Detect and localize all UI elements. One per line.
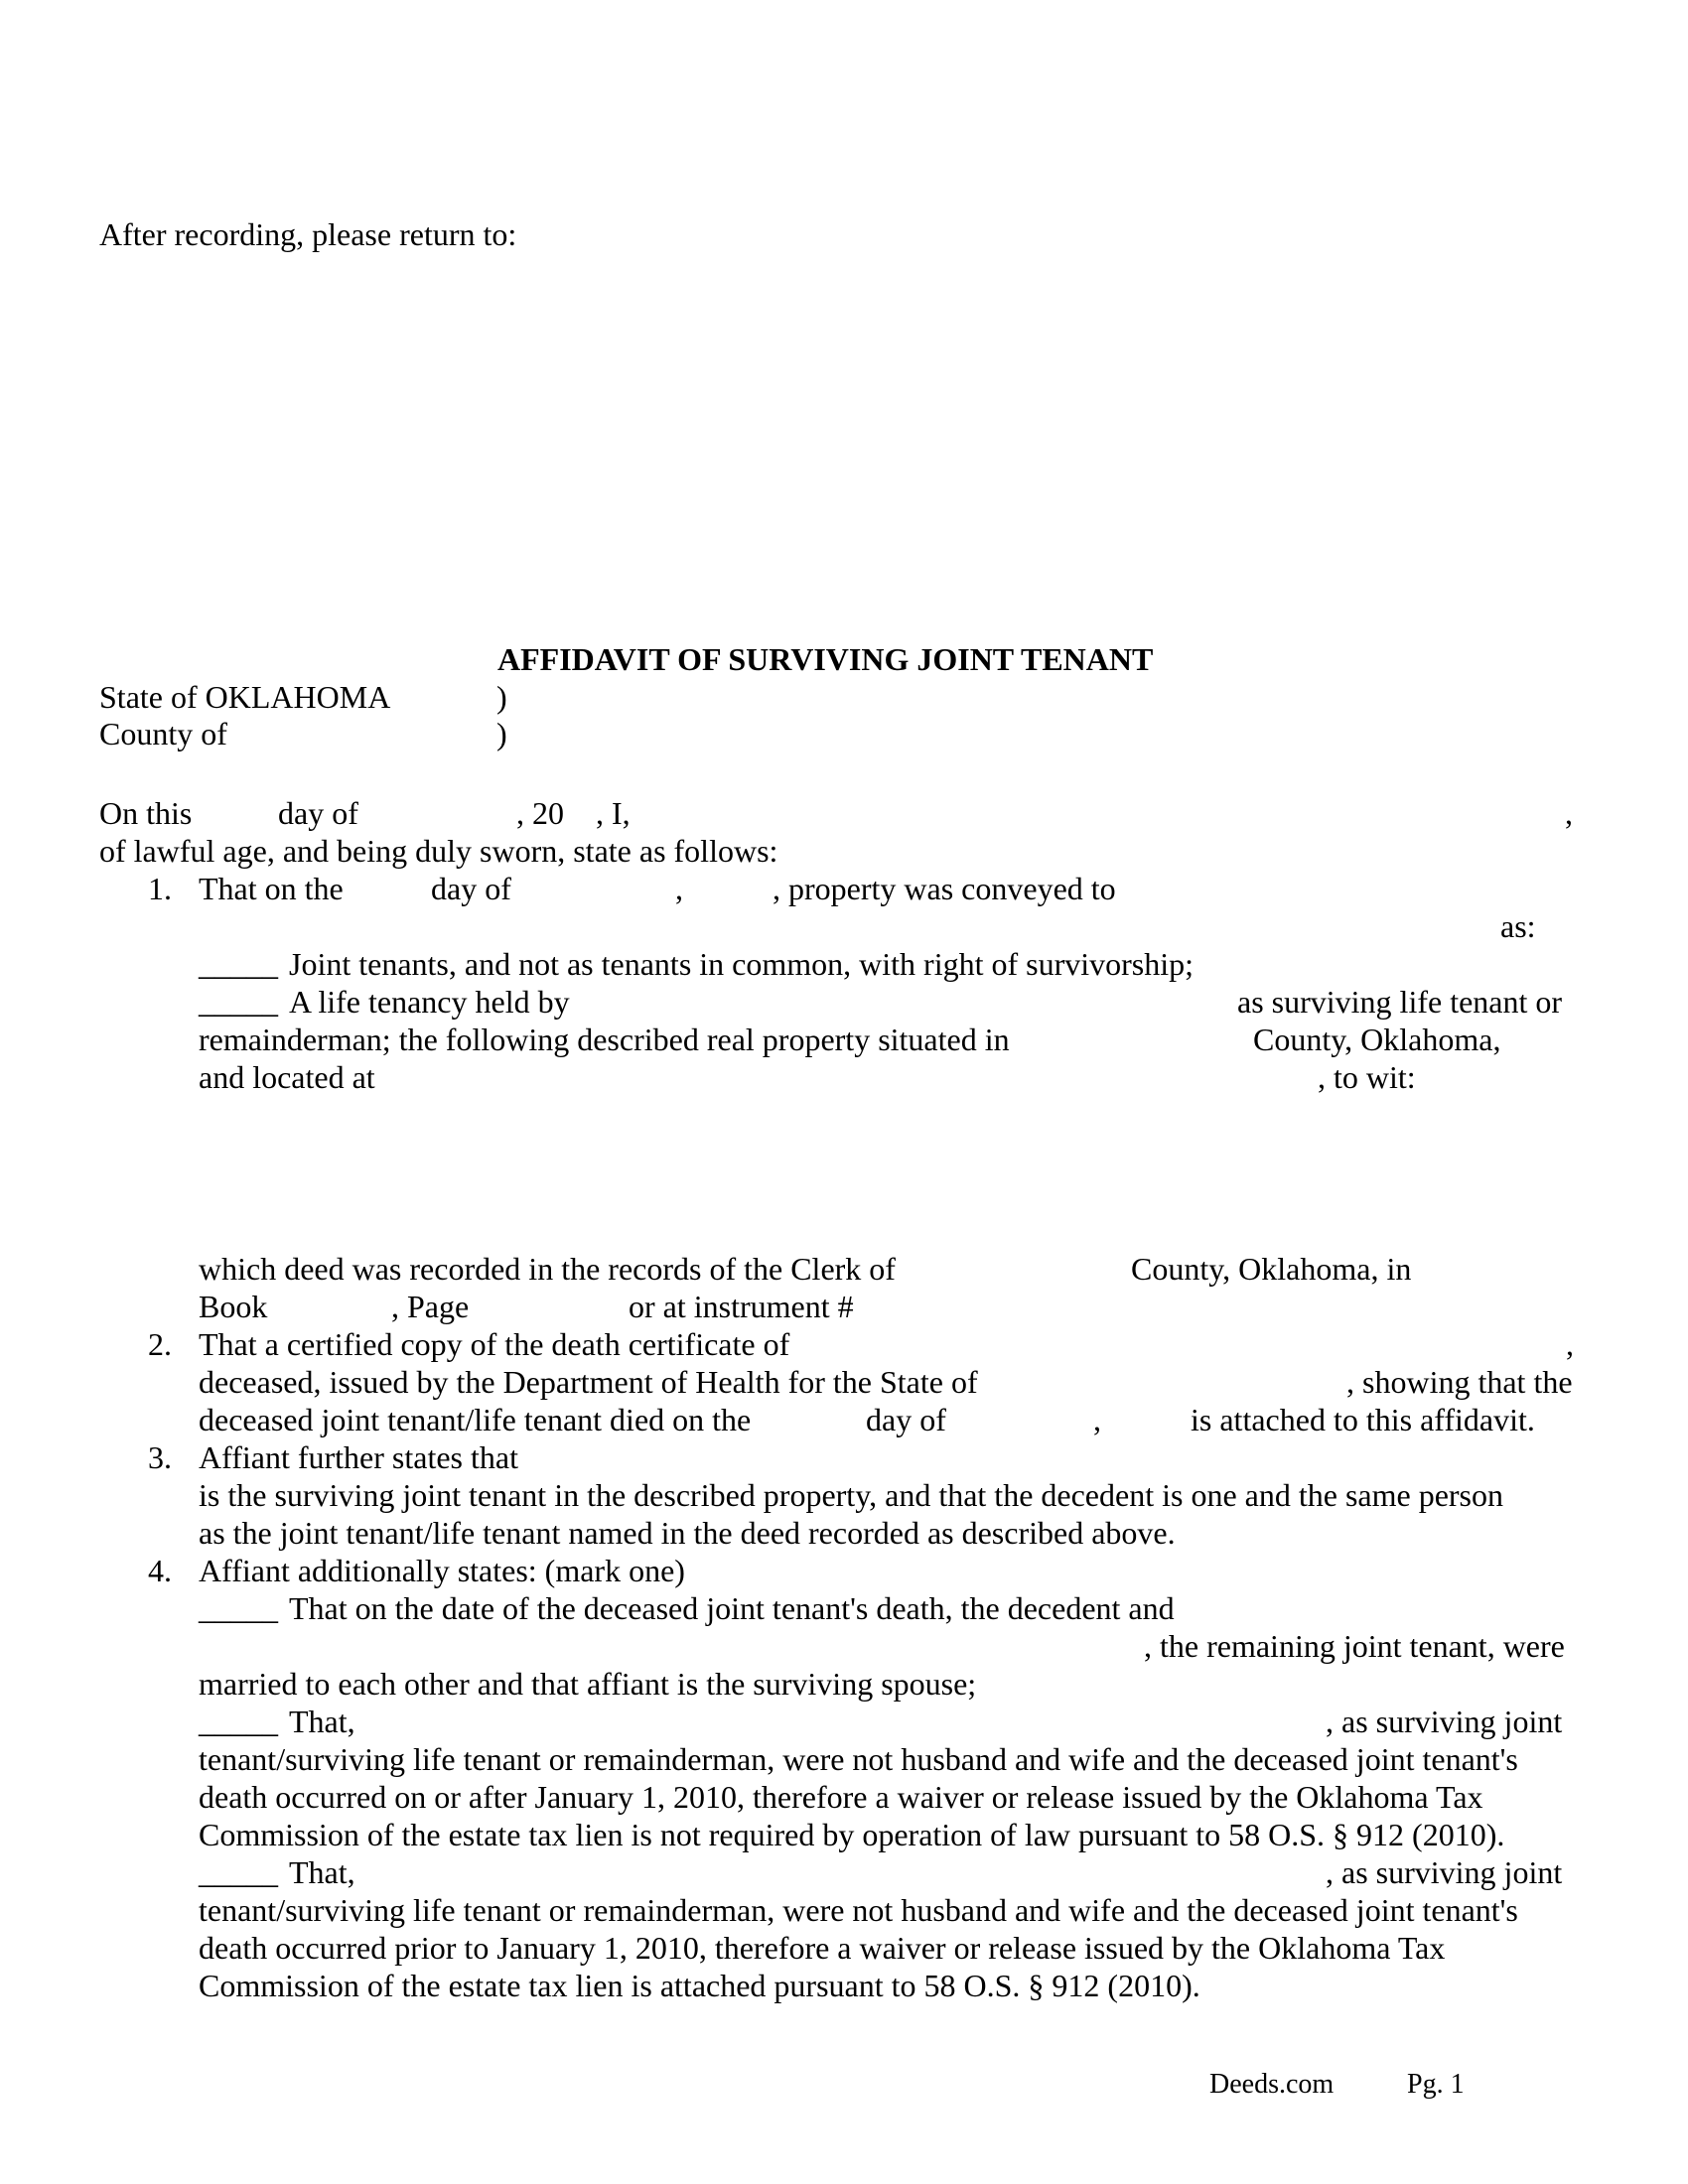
- page-label: , Page: [391, 1289, 470, 1324]
- affiant-further-text: Affiant further states that: [199, 1439, 518, 1475]
- item-1-number: 1.: [148, 871, 172, 906]
- intro-day-of: day of: [278, 795, 358, 831]
- county-label: County of: [99, 716, 227, 751]
- county-oklahoma-in-text: County, Oklahoma, in: [1131, 1251, 1412, 1287]
- option-2-line-3: death occurred on or after January 1, 2010, therefore a waiver or release issued by the Oklahoma Tax: [199, 1779, 1483, 1815]
- option-3-line-4: Commission of the estate tax lien is attached pursuant to 58 O.S. § 912 (2010).: [199, 1968, 1200, 2003]
- document-title: AFFIDAVIT OF SURVIVING JOINT TENANT: [497, 641, 1154, 677]
- intro-trailing-comma: ,: [1565, 795, 1573, 831]
- mark-one-text: Affiant additionally states: (mark one): [199, 1553, 685, 1588]
- footer-brand: Deeds.com: [1209, 2069, 1335, 2100]
- surviving-life-tenant-text: as surviving life tenant or: [1237, 984, 1563, 1020]
- intro-lawful-age: of lawful age, and being duly sworn, state as follows:: [99, 833, 778, 869]
- state-paren: ): [496, 679, 507, 715]
- showing-that-text: , showing that the: [1346, 1364, 1573, 1400]
- option-2-surviving-joint: , as surviving joint: [1326, 1704, 1563, 1739]
- intro-affiant: , I,: [596, 795, 631, 831]
- book-label: Book: [199, 1289, 268, 1324]
- option-1-line-3: married to each other and that affiant is the surviving spouse;: [199, 1666, 977, 1702]
- option-3-blank: _____: [199, 1854, 278, 1890]
- which-deed-text: which deed was recorded in the records of the Clerk of: [199, 1251, 896, 1287]
- item-2-comma2: ,: [1093, 1402, 1101, 1437]
- item-1-property-conveyed: , property was conveyed to: [773, 871, 1116, 906]
- item-2-comma: ,: [1566, 1326, 1574, 1362]
- item-3-number: 3.: [148, 1439, 172, 1475]
- option-2-that: That,: [289, 1704, 355, 1739]
- option-3-line-2: tenant/surviving life tenant or remainderman, were not husband and wife and the deceased joint tenant's: [199, 1892, 1518, 1928]
- joint-tenants-blank: _____: [199, 946, 278, 982]
- attached-text: is attached to this affidavit.: [1191, 1402, 1535, 1437]
- county-oklahoma-text: County, Oklahoma,: [1253, 1022, 1501, 1057]
- life-tenancy-blank: _____: [199, 984, 278, 1020]
- died-on-text: deceased joint tenant/life tenant died on the: [199, 1402, 752, 1437]
- footer-page-number: Pg. 1: [1407, 2069, 1465, 2100]
- option-3-that: That,: [289, 1854, 355, 1890]
- option-3-surviving-joint: , as surviving joint: [1326, 1854, 1563, 1890]
- item-1-as: as:: [1500, 908, 1536, 944]
- item-1-comma: ,: [675, 871, 683, 906]
- deceased-issued-text: deceased, issued by the Department of Health for the State of: [199, 1364, 978, 1400]
- intro-year: , 20: [516, 795, 564, 831]
- option-1-line-2: , the remaining joint tenant, were: [1144, 1628, 1565, 1664]
- life-tenancy-text: A life tenancy held by: [289, 984, 570, 1020]
- located-at-text: and located at: [199, 1059, 375, 1095]
- county-paren: ): [496, 716, 507, 751]
- option-1-line-1: That on the date of the deceased joint tenant's death, the decedent and: [289, 1590, 1175, 1626]
- option-3-line-3: death occurred prior to January 1, 2010, therefore a waiver or release issued by the Oklahoma Tax: [199, 1930, 1446, 1966]
- state-label: State of OKLAHOMA: [99, 679, 391, 715]
- item-4-number: 4.: [148, 1553, 172, 1588]
- instrument-label: or at instrument #: [629, 1289, 854, 1324]
- item-2-number: 2.: [148, 1326, 172, 1362]
- option-2-blank: _____: [199, 1704, 278, 1739]
- item-2-day-of: day of: [866, 1402, 946, 1437]
- remainderman-text: remainderman; the following described real property situated in: [199, 1022, 1010, 1057]
- intro-on-this: On this: [99, 795, 193, 831]
- option-2-line-4: Commission of the estate tax lien is not required by operation of law pursuant to 58 O.S. § 912 (2010).: [199, 1817, 1505, 1852]
- option-1-blank: _____: [199, 1590, 278, 1626]
- return-to-label: After recording, please return to:: [99, 216, 517, 252]
- as-joint-tenant-text: as the joint tenant/life tenant named in the deed recorded as described above.: [199, 1515, 1176, 1551]
- item-1-that-on-the: That on the: [199, 871, 344, 906]
- item-1-day-of: day of: [431, 871, 511, 906]
- certified-copy-text: That a certified copy of the death certificate of: [199, 1326, 790, 1362]
- to-wit-text: , to wit:: [1318, 1059, 1416, 1095]
- joint-tenants-text: Joint tenants, and not as tenants in common, with right of survivorship;: [289, 946, 1195, 982]
- surviving-joint-text: is the surviving joint tenant in the described property, and that the decedent is one and the same person: [199, 1477, 1503, 1513]
- option-2-line-2: tenant/surviving life tenant or remainderman, were not husband and wife and the deceased joint tenant's: [199, 1741, 1518, 1777]
